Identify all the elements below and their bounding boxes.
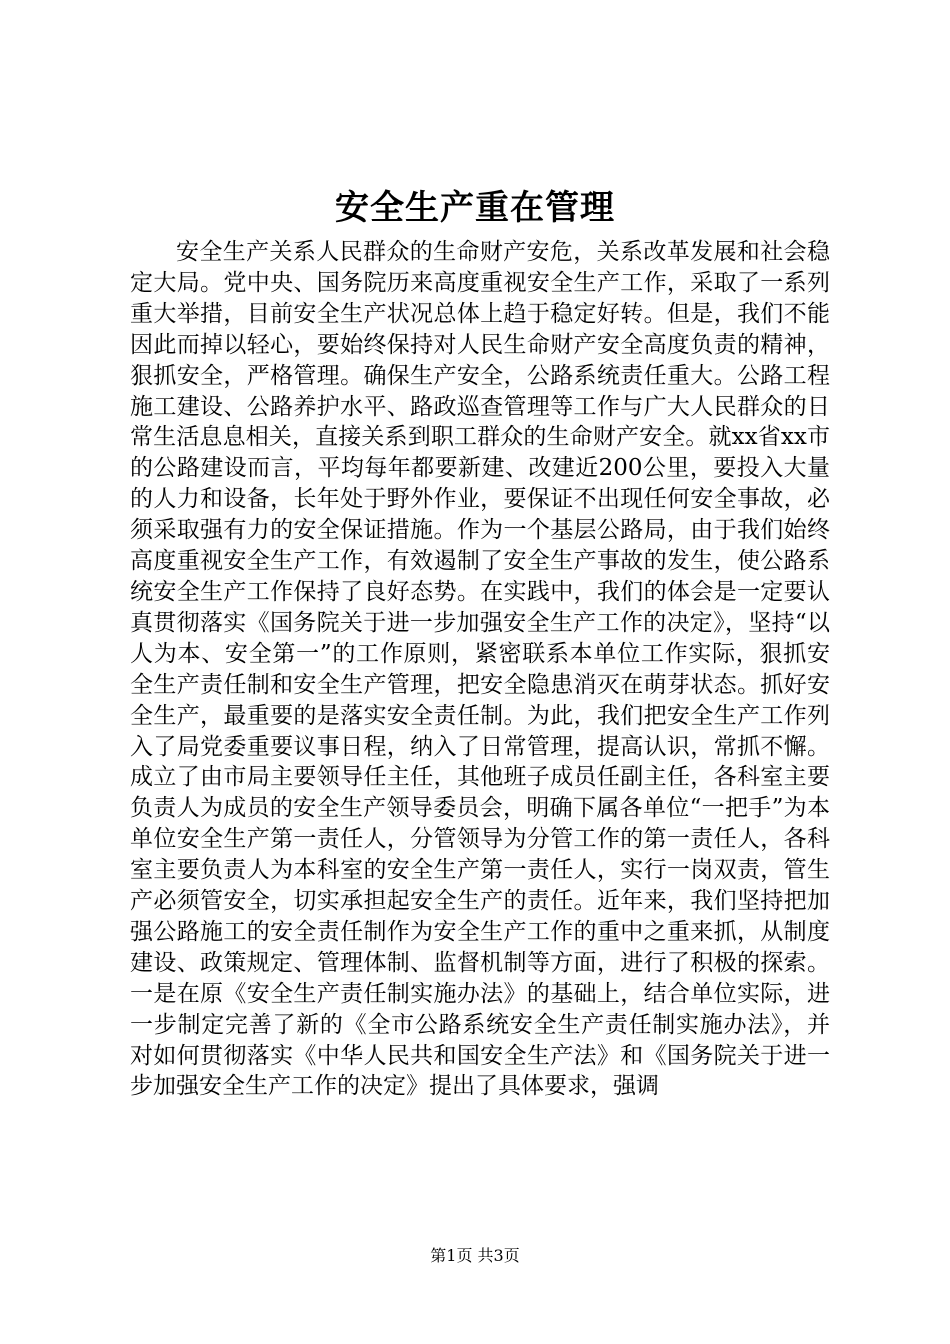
document-title: 安全生产重在管理 <box>335 188 615 228</box>
document-body-paragraph: 安全生产关系人民群众的生命财产安危，关系改革发展和社会稳定大局。党中央、国务院历来高度重视安全生产工作，采取了一系列重大举措，目前安全生产状况总体上趋于稳定好转。但是，我们不能因此而掉以轻心，要始终保持对人民生命财产安全高度负责的精神，狠抓安全，严格管理。确保生产安全，公路系统责任重大。公路工程施工建设、公路养护水平、路政巡查管理等工作与广大人民群众的日常生活息息相关，直接关系到职工群众的生命财产安全。就xx省xx市的公路建设而言，平均每年都要新建、改建近200公里，要投入大量的人力和设备，长年处于野外作业，要保证不出现任何安全事故，必须采取强有力的安全保证措施。作为一个基层公路局，由于我们始终高度重视安全生产工作，有效遏制了安全生产事故的发生，使公路系统安全生产工作保持了良好态势。在实践中，我们的体会是一定要认真贯彻落实《国务院关于进一步加强安全生产工作的决定》，坚持“以人为本、安全第一”的工作原则，紧密联系本单位工作实际，狠抓安全生产责任制和安全生产管理，把安全隐患消灭在萌芽状态。抓好安全生产，最重要的是落实安全责任制。为此，我们把安全生产工作列入了局党委重要议事日程，纳入了日常管理，提高认识，常抓不懈。成立了由市局主要领导任主任，其他班子成员任副主任，各科室主要负责人为成员的安全生产领导委员会，明确下属各单位“一把手”为本单位安全生产第一责任人，分管领导为分管工作的第一责任人，各科室主要负责人为本科室的安全生产第一责任人，实行一岗双责，管生产必须管安全，切实承担起安全生产的责任。近年来，我们坚持把加强公路施工的安全责任制作为安全生产工作的重中之重来抓，从制度建设、政策规定、管理体制、监督机制等方面，进行了积极的探索。一是在原《安全生产责任制实施办法》的基础上，结合单位实际，进一步制定完善了新的《全市公路系统安全生产责任制实施办法》，并对如何贯彻落实《中华人民共和国安全生产法》和《国务院关于进一步加强安全生产工作的决定》提出了具体要求，强调 <box>130 239 830 1100</box>
page-number-footer: 第1页 共3页 <box>430 1246 520 1265</box>
